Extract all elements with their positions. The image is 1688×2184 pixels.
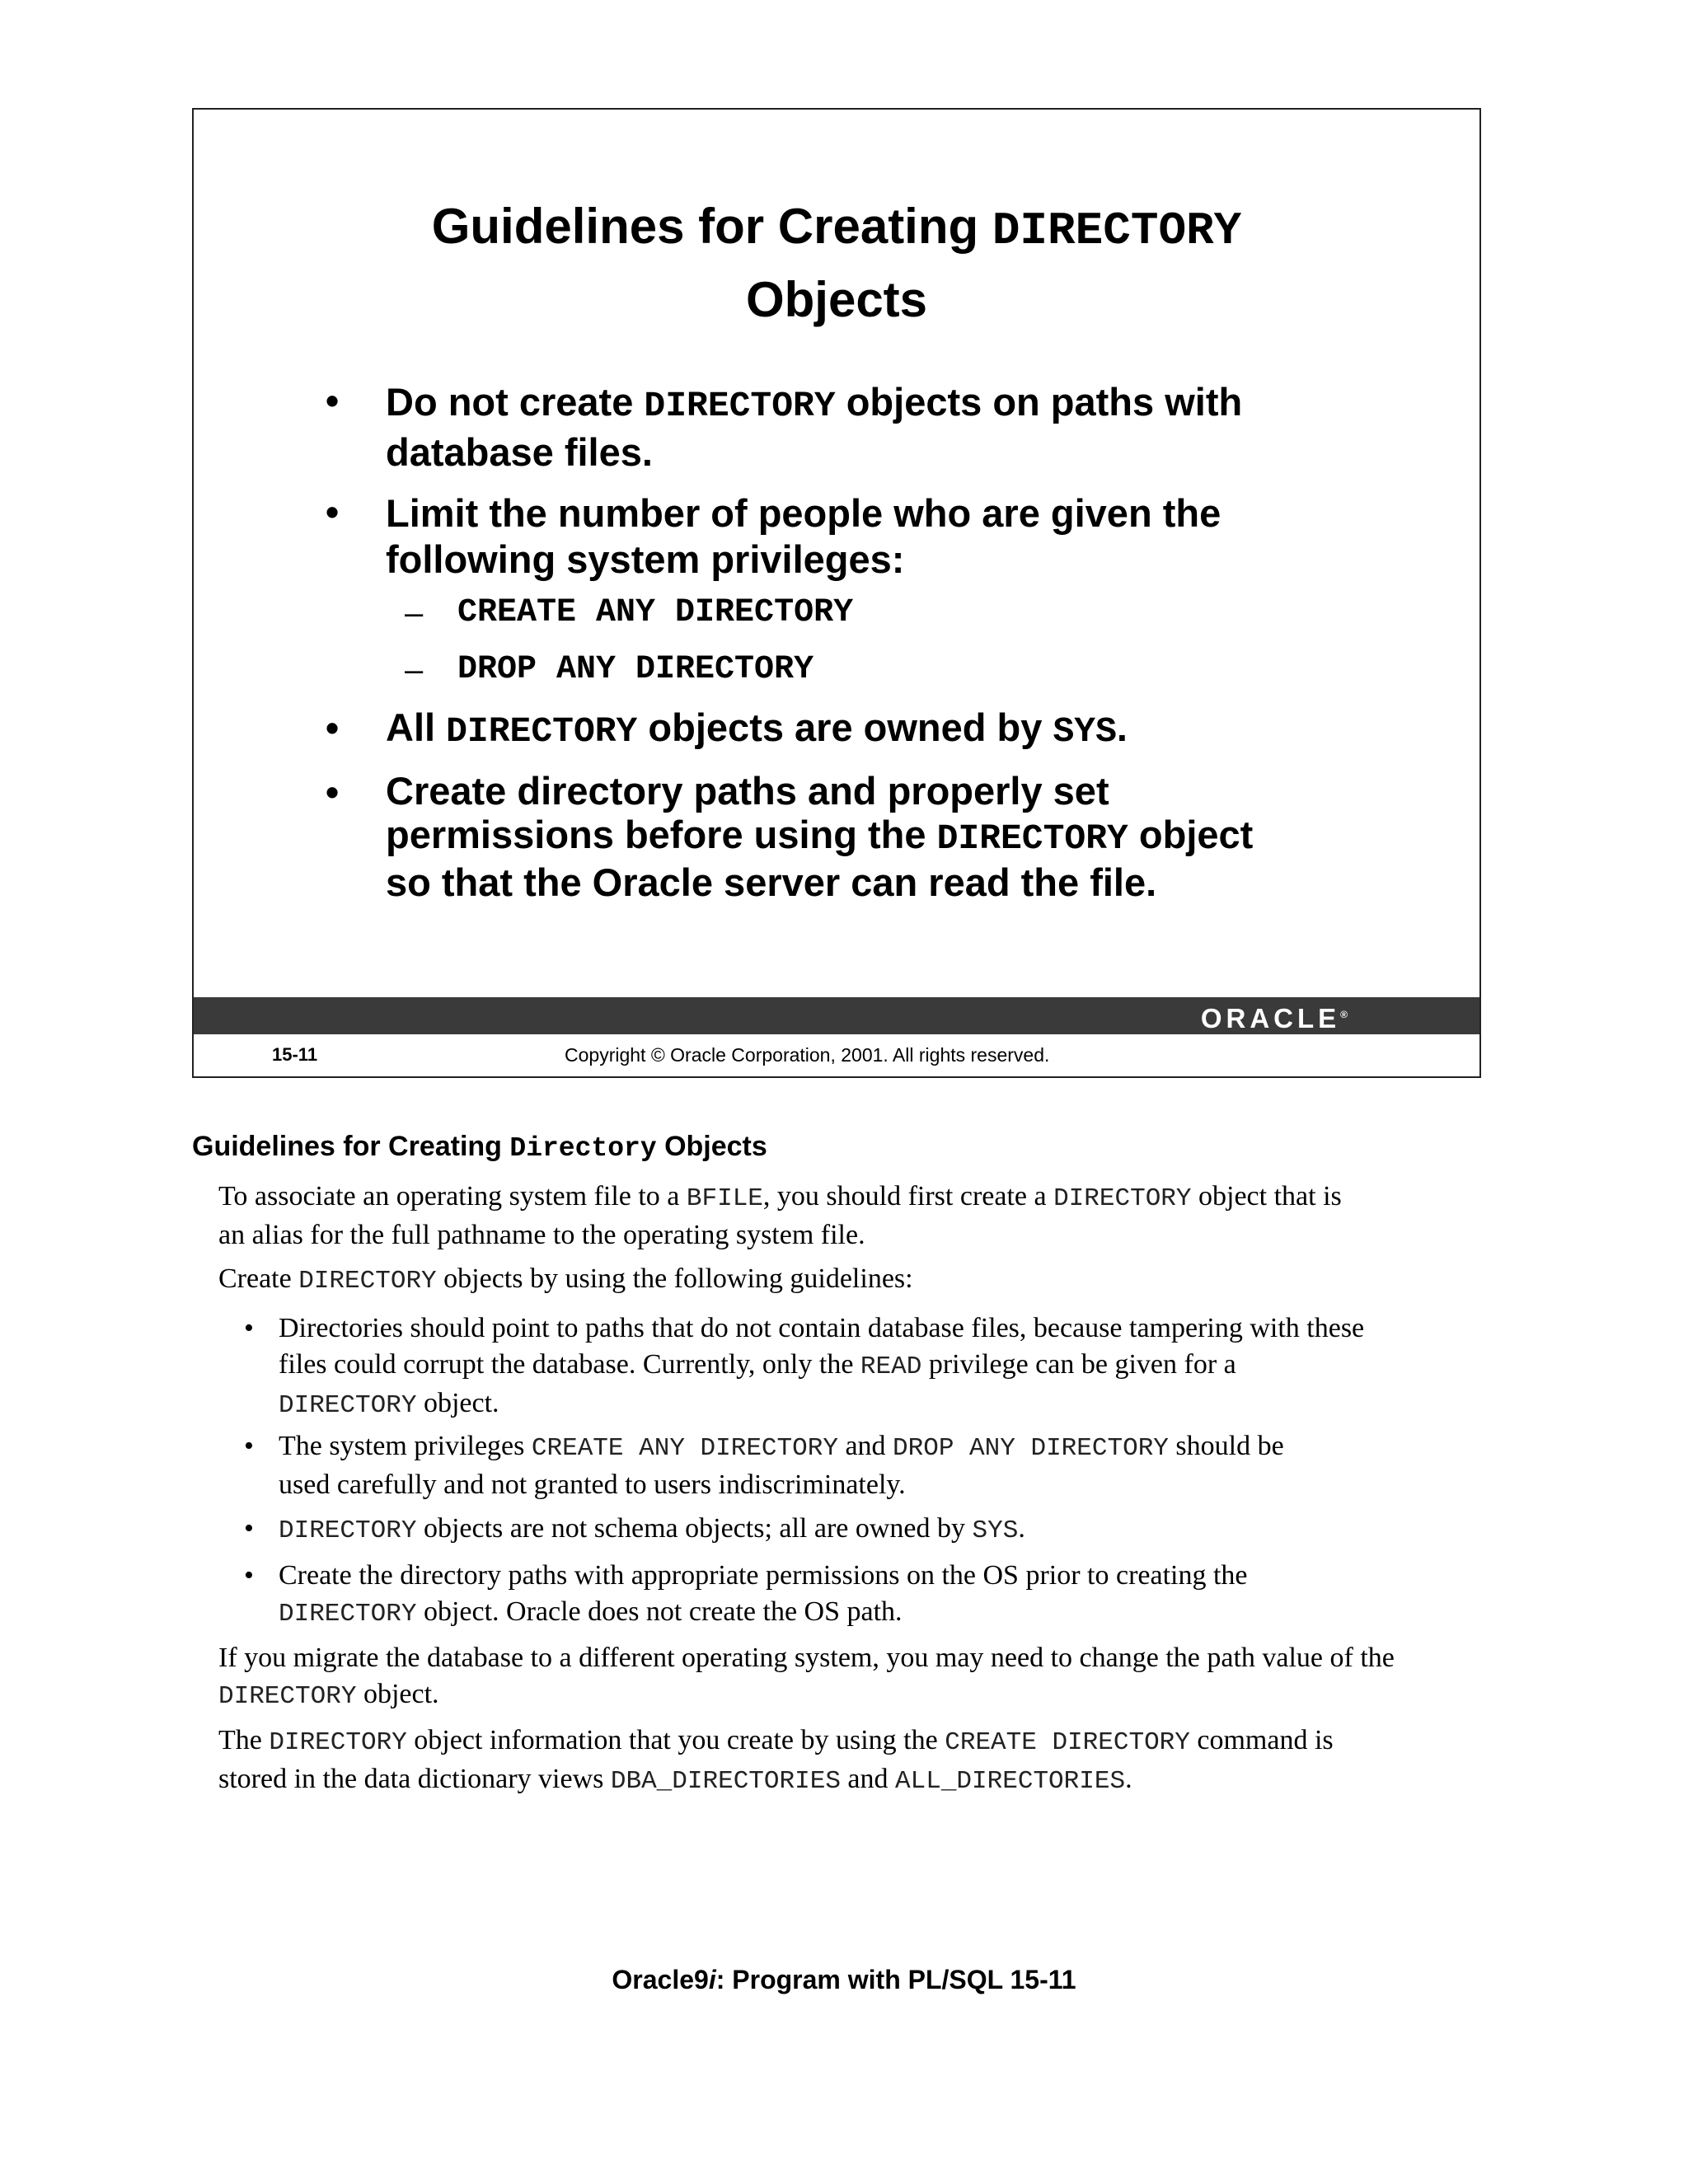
notes-paragraph-4: The DIRECTORY object information that you create by using the CREATE DIRECTORY command is stored in the data dictionary views DBA_DIRECTORIES and ALL_DIRECTORIES.	[218, 1725, 1334, 1796]
page-footer: Oracle9i: Program with PL/SQL 15-11	[612, 1965, 1076, 1994]
slide-bullet-3: All DIRECTORY objects are owned by SYS.	[386, 705, 1128, 752]
slide-frame	[192, 108, 1481, 1078]
oracle-logo: ORACLE®	[1200, 1003, 1348, 1033]
slide-number: 15-11	[272, 1044, 318, 1065]
slide-bullet-4: Create directory paths and properly set permissions before using the DIRECTORY object so that the Oracle server can read the file.	[386, 769, 1254, 904]
dash-marker: –	[405, 652, 424, 688]
notes-list-item-2: The system privileges CREATE ANY DIRECTORY and DROP ANY DIRECTORY should be used carefully and not granted to users indiscriminately.	[279, 1431, 1284, 1500]
title-line2: Objects	[745, 272, 928, 327]
bullet-marker: •	[326, 706, 340, 749]
slide-bullet-2: Limit the number of people who are given the following system privileges:	[386, 491, 1221, 581]
notes-paragraph-2: Create DIRECTORY objects by using the following guidelines:	[218, 1263, 913, 1296]
dash-marker: –	[405, 595, 424, 631]
bullet-marker: •	[326, 490, 340, 533]
notes-list-item-1: Directories should point to paths that do not contain database files, because tampering with these files could corrupt the database. Currently, only the READ privilege can be given for a DIRECTORY object.	[279, 1313, 1365, 1420]
notes-bullet-marker: •	[244, 1313, 254, 1343]
notes-paragraph-3: If you migrate the database to a different operating system, you may need to change the path value of the DIRECTORY object.	[218, 1643, 1395, 1711]
notes-heading: Guidelines for Creating Directory Objects	[192, 1131, 767, 1164]
slide-copyright: Copyright © Oracle Corporation, 2001. All rights reserved.	[565, 1044, 1050, 1066]
slide-sub-bullet-2: DROP ANY DIRECTORY	[457, 651, 814, 688]
notes-list-item-4: Create the directory paths with appropriate permissions on the OS prior to creating the DIRECTORY object. Oracle does not create the OS path.	[279, 1560, 1248, 1629]
bullet-marker: •	[326, 771, 340, 813]
notes-bullet-marker: •	[244, 1560, 254, 1591]
slide-footer-bar	[194, 997, 1479, 1034]
notes-list-item-3: DIRECTORY objects are not schema objects; all are owned by SYS.	[279, 1513, 1025, 1545]
bullet-marker: •	[326, 379, 340, 422]
slide-bullets	[194, 110, 1479, 1076]
title-text: Guidelines for Creating	[431, 199, 992, 254]
notes-bullet-marker: •	[244, 1431, 254, 1461]
title-code: DIRECTORY	[992, 204, 1242, 257]
notes-bullet-marker: •	[244, 1513, 254, 1544]
notes-paragraph-1: To associate an operating system file to a BFILE, you should first create a DIRECTORY object that is an alias for the full pathname to the operating system file.	[218, 1181, 1342, 1250]
slide-sub-bullet-1: CREATE ANY DIRECTORY	[457, 594, 854, 631]
slide-bullet-1: Do not create DIRECTORY objects on paths with database files.	[386, 380, 1243, 474]
